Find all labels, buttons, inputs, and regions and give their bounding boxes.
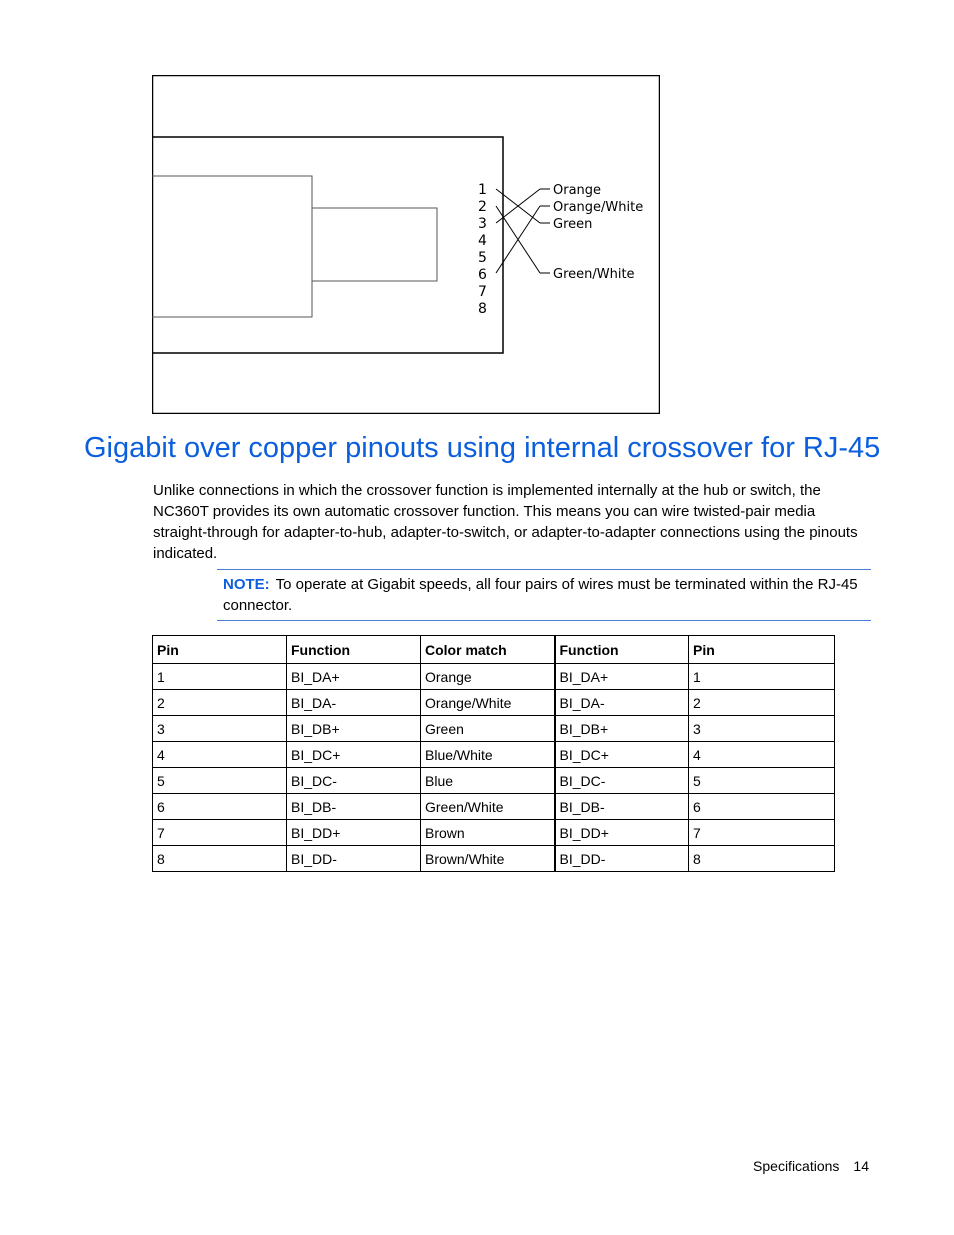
table-row	[153, 742, 835, 768]
wire-label-green-white: Green/White	[553, 267, 635, 282]
note-text: To operate at Gigabit speeds, all four pairs of wires must be terminated within the RJ-45 connector.	[223, 576, 858, 614]
pin-labels	[478, 182, 487, 317]
cell-pin: 7	[153, 820, 287, 846]
page-footer	[753, 1158, 869, 1174]
cell-function: BI_DD+	[555, 820, 689, 846]
header-function: Function	[555, 636, 689, 664]
table-row	[153, 716, 835, 742]
diagram-svg	[152, 75, 660, 414]
pin-label: 2	[478, 199, 487, 215]
cell-color: Blue/White	[421, 742, 555, 768]
pin-label: 1	[478, 182, 487, 198]
wire-label-orange: Orange	[553, 183, 602, 198]
cell-function: BI_DC-	[555, 768, 689, 794]
cell-pin: 6	[153, 794, 287, 820]
cell-function: BI_DB+	[555, 716, 689, 742]
cell-color: Brown	[421, 820, 555, 846]
cell-function: BI_DC+	[287, 742, 421, 768]
diagram-frame	[153, 76, 660, 414]
cell-pin: 8	[689, 846, 835, 872]
cell-pin: 3	[153, 716, 287, 742]
cell-pin: 1	[153, 664, 287, 690]
pin-label: 7	[478, 284, 487, 300]
rj45-crossover-diagram	[152, 75, 660, 414]
header-function: Function	[287, 636, 421, 664]
cell-pin: 5	[689, 768, 835, 794]
cell-function: BI_DD-	[287, 846, 421, 872]
cell-pin: 8	[153, 846, 287, 872]
cell-color: Orange/White	[421, 690, 555, 716]
cell-function: BI_DC-	[287, 768, 421, 794]
cell-pin: 7	[689, 820, 835, 846]
cell-color: Blue	[421, 768, 555, 794]
cell-function: BI_DD+	[287, 820, 421, 846]
pin-label: 6	[478, 267, 487, 283]
connector-plug	[312, 208, 437, 281]
crossover-wires	[496, 189, 550, 273]
header-pin: Pin	[689, 636, 835, 664]
table-row	[153, 690, 835, 716]
wire-label-orange-white: Orange/White	[553, 200, 644, 215]
body-paragraph: Unlike connections in which the crossover function is implemented internally at the hub or switch, the NC360T provides its own automatic crossover function. This means you can wire twisted-pair media straight-through for adapter-to-hub, adapter-to-switch, or adapter-to-adapter connections using the pinouts indicated.	[153, 482, 858, 562]
pin-label: 8	[478, 301, 487, 317]
cell-function: BI_DA-	[555, 690, 689, 716]
cell-color: Brown/White	[421, 846, 555, 872]
note-label: NOTE:	[223, 576, 270, 593]
cell-color: Green	[421, 716, 555, 742]
wire-label-green: Green	[553, 217, 593, 232]
cell-pin: 2	[689, 690, 835, 716]
cell-pin: 1	[689, 664, 835, 690]
pin-label: 5	[478, 250, 487, 266]
page-number: 14	[853, 1158, 869, 1174]
cell-color: Orange	[421, 664, 555, 690]
footer-section: Specifications	[753, 1158, 840, 1174]
connector-body	[152, 137, 503, 353]
cell-pin: 4	[689, 742, 835, 768]
cell-pin: 6	[689, 794, 835, 820]
cell-function: BI_DD-	[555, 846, 689, 872]
section-heading: Gigabit over copper pinouts using internal crossover for RJ-45	[84, 432, 881, 464]
cell-function: BI_DA+	[287, 664, 421, 690]
note-box	[217, 569, 871, 621]
cell-pin: 4	[153, 742, 287, 768]
cell-function: BI_DA-	[287, 690, 421, 716]
header-color-match: Color match	[421, 636, 555, 664]
cell-color: Green/White	[421, 794, 555, 820]
cell-function: BI_DB+	[287, 716, 421, 742]
table-row	[153, 664, 835, 690]
connector-housing	[152, 176, 312, 317]
cell-pin: 3	[689, 716, 835, 742]
table-row	[153, 820, 835, 846]
pinout-table	[152, 635, 835, 872]
pin-label: 3	[478, 216, 487, 232]
cell-function: BI_DC+	[555, 742, 689, 768]
table-header-row	[153, 636, 835, 664]
cell-function: BI_DA+	[555, 664, 689, 690]
table-row	[153, 846, 835, 872]
table-row	[153, 768, 835, 794]
note-paragraph	[223, 574, 859, 616]
wire-labels	[553, 183, 643, 282]
cell-pin: 5	[153, 768, 287, 794]
cell-function: BI_DB-	[287, 794, 421, 820]
cell-function: BI_DB-	[555, 794, 689, 820]
header-pin: Pin	[153, 636, 287, 664]
cell-pin: 2	[153, 690, 287, 716]
pin-label: 4	[478, 233, 487, 249]
table-row	[153, 794, 835, 820]
